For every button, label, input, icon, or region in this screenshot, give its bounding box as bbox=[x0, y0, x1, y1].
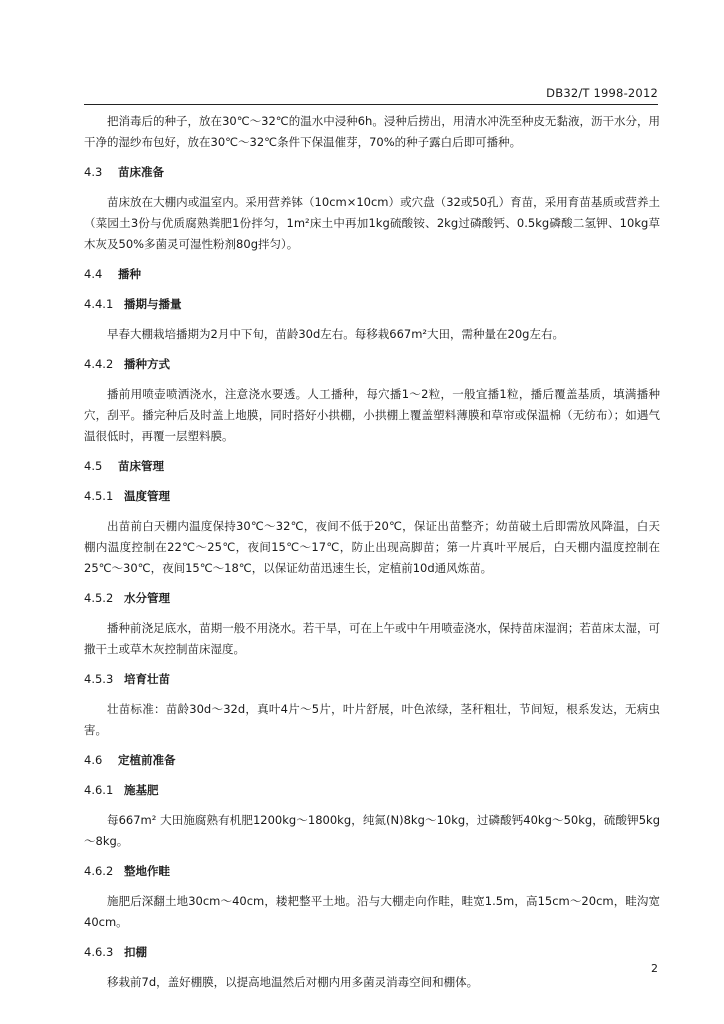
paragraph: 播前用喷壶喷洒浇水，注意浇水要透。人工播种，每穴播1～2粒，一般宜播1粒，播后覆盖基质，填满播种穴，刮平。播完种后及时盖上地膜，同时搭好小拱棚，小拱棚上覆盖塑料薄膜和草帘或保温棉（无纺布）；如遇气温很低时，再覆一层塑料膜。 bbox=[84, 387, 660, 443]
section-heading bbox=[84, 486, 660, 506]
section-number: 4.3 bbox=[84, 165, 103, 179]
document-body bbox=[84, 111, 660, 1002]
paragraph: 早春大棚栽培播期为2月中下旬，苗龄30d左右。每移栽667m²大田，需种量在20g左右。 bbox=[107, 327, 564, 341]
paragraph: 苗床放在大棚内或温室内。采用营养钵（10cm×10cm）或穴盘（32或50孔）育苗，采用育苗基质或营养土（菜园土3份与优质腐熟粪肥1份拌匀，1m²床土中再加1kg硫酸铵、2kg过磷酸钙、0.5kg磷酸二氢钾、10kg草木灰及50%多菌灵可湿性粉剂80g拌匀）。 bbox=[84, 195, 660, 251]
section-number: 4.5.2 bbox=[84, 591, 114, 605]
section-title: 播种方式 bbox=[124, 357, 170, 371]
section-number: 4.5 bbox=[84, 459, 103, 473]
section-heading bbox=[84, 264, 660, 284]
section-title: 整地作畦 bbox=[124, 864, 170, 878]
section-heading bbox=[84, 750, 660, 770]
section-number: 4.5.3 bbox=[84, 672, 114, 686]
section-number: 4.6 bbox=[84, 753, 103, 767]
document-code: DB32/T 1998-2012 bbox=[546, 86, 658, 100]
page-number: 2 bbox=[651, 962, 658, 975]
section-number: 4.6.2 bbox=[84, 864, 114, 878]
section-number: 4.4.1 bbox=[84, 297, 114, 311]
section-title: 水分管理 bbox=[124, 591, 170, 605]
section-number: 4.6.1 bbox=[84, 783, 114, 797]
paragraph: 壮苗标准：苗龄30d～32d，真叶4片～5片，叶片舒展，叶色浓绿，茎秆粗壮，节间短，根系发达，无病虫害。 bbox=[84, 702, 660, 737]
section-heading bbox=[84, 669, 660, 689]
section-number: 4.6.3 bbox=[84, 945, 114, 959]
section-title: 培育壮苗 bbox=[124, 672, 170, 686]
section-heading bbox=[84, 588, 660, 608]
section-title: 定植前准备 bbox=[118, 753, 176, 767]
section-heading bbox=[84, 942, 660, 962]
section-title: 扣棚 bbox=[124, 945, 147, 959]
section-heading bbox=[84, 456, 660, 476]
section-title: 施基肥 bbox=[124, 783, 159, 797]
section-title: 温度管理 bbox=[124, 489, 170, 503]
paragraph: 播种前浇足底水，苗期一般不用浇水。若干旱，可在上午或中午用喷壶浇水，保持苗床湿润；若苗床太湿，可撒干土或草木灰控制苗床湿度。 bbox=[84, 621, 660, 656]
section-number: 4.5.1 bbox=[84, 489, 114, 503]
section-number: 4.4.2 bbox=[84, 357, 114, 371]
header-rule bbox=[84, 104, 658, 105]
paragraph: 移栽前7d，盖好棚膜，以提高地温然后对棚内用多菌灵消毒空间和棚体。 bbox=[107, 975, 479, 989]
section-number: 4.4 bbox=[84, 267, 103, 281]
section-heading bbox=[84, 861, 660, 881]
paragraph: 把消毒后的种子，放在30℃～32℃的温水中浸种6h。浸种后捞出，用清水冲洗至种皮无黏液，沥干水分，用干净的湿纱布包好，放在30℃～32℃条件下保温催芽，70%的种子露白后即可播种。 bbox=[84, 114, 660, 149]
section-heading bbox=[84, 294, 660, 314]
section-title: 苗床管理 bbox=[118, 459, 164, 473]
paragraph: 施肥后深翻土地30cm～40cm，耧耙整平土地。沿与大棚走向作畦，畦宽1.5m，高15cm～20cm，畦沟宽40cm。 bbox=[84, 894, 660, 929]
section-title: 苗床准备 bbox=[118, 165, 164, 179]
paragraph: 出苗前白天棚内温度保持30℃～32℃，夜间不低于20℃，保证出苗整齐；幼苗破土后即需放风降温，白天棚内温度控制在22℃～25℃，夜间15℃～17℃，防止出现高脚苗；第一片真叶平展后，白天棚内温度控制在25℃～30℃，夜间15℃～18℃，以保证幼苗迅速生长，定植前10d通风炼苗。 bbox=[84, 519, 660, 575]
section-heading bbox=[84, 780, 660, 800]
paragraph: 每667m² 大田施腐熟有机肥1200kg～1800kg，纯氮(N)8kg～10kg，过磷酸钙40kg～50kg，硫酸钾5kg～8kg。 bbox=[84, 813, 660, 848]
section-heading bbox=[84, 354, 660, 374]
section-title: 播种 bbox=[118, 267, 141, 281]
section-heading bbox=[84, 162, 660, 182]
section-title: 播期与播量 bbox=[124, 297, 182, 311]
